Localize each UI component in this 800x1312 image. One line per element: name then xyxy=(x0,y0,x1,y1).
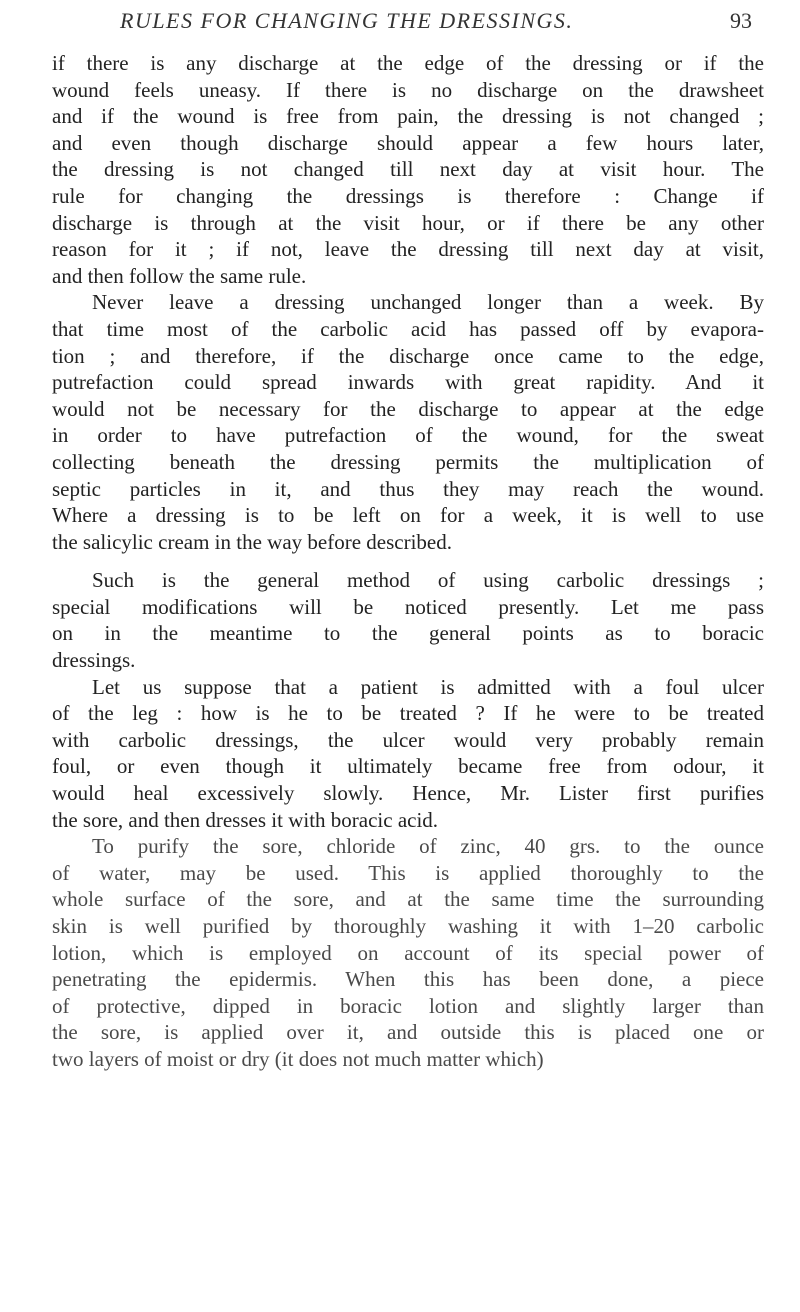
text-line: on in the meantime to the general points as to boracic xyxy=(52,621,764,646)
paragraph xyxy=(52,674,764,834)
paragraph xyxy=(52,567,764,673)
text-line: if there is any discharge at the edge of the dressing or if the xyxy=(52,51,764,75)
text-line: of water, may be used. This is applied thoroughly to the xyxy=(52,860,764,885)
running-head xyxy=(60,8,760,36)
text-line: penetrating the epidermis. When this has been done, a piece xyxy=(52,967,764,992)
text-line: and if the wound is free from pain, the dressing is not changed ; xyxy=(52,104,764,129)
paragraph-gap xyxy=(52,555,764,567)
text-line: septic particles in it, and thus they may reach the wound. xyxy=(52,476,764,501)
text-line: To purify the sore, chloride of zinc, 40 grs. to the ounce xyxy=(92,834,764,859)
text-line: the salicylic cream in the way before described. xyxy=(52,529,452,554)
text-line: and then follow the same rule. xyxy=(52,263,307,288)
text-line: special modifications will be noticed presently. Let me pass xyxy=(52,594,764,619)
text-line: putrefaction could spread inwards with great rapidity. And it xyxy=(52,370,764,395)
text-line: foul, or even though it ultimately became free from odour, it xyxy=(52,754,764,779)
body-text xyxy=(52,50,764,1073)
paragraph xyxy=(52,833,764,1072)
text-line: would heal excessively slowly. Hence, Mr. Lister first purifies xyxy=(52,781,764,806)
text-line: with carbolic dressings, the ulcer would very probably remain xyxy=(52,727,764,752)
text-line: in order to have putrefaction of the wound, for the sweat xyxy=(52,423,764,448)
text-line: two layers of moist or dry (it does not much matter which) xyxy=(52,1046,544,1071)
text-line: the dressing is not changed till next day at visit hour. The xyxy=(52,157,764,182)
text-line: wound feels uneasy. If there is no discharge on the drawsheet xyxy=(52,77,764,102)
text-line: lotion, which is employed on account of its special power of xyxy=(52,940,764,965)
text-line: the sore, is applied over it, and outside this is placed one or xyxy=(52,1020,764,1045)
text-line: Such is the general method of using carbolic dressings ; xyxy=(92,568,764,593)
text-line: whole surface of the sore, and at the same time the surrounding xyxy=(52,887,764,912)
text-line: would not be necessary for the discharge to appear at the edge xyxy=(52,396,764,421)
text-line: tion ; and therefore, if the discharge once came to the edge, xyxy=(52,343,764,368)
text-line: of the leg : how is he to be treated ? If he were to be treated xyxy=(52,701,764,726)
paragraph xyxy=(52,50,764,289)
text-line: of protective, dipped in boracic lotion and slightly larger than xyxy=(52,993,764,1018)
paragraph xyxy=(52,289,764,555)
page-number: 93 xyxy=(730,8,752,33)
text-line: Let us suppose that a patient is admitted with a foul ulcer xyxy=(92,674,764,699)
running-title: RULES FOR CHANGING THE DRESSINGS. xyxy=(120,8,574,33)
text-line: discharge is through at the visit hour, or if there be any other xyxy=(52,210,764,235)
text-line: rule for changing the dressings is therefore : Change if xyxy=(52,183,764,208)
text-line: dressings. xyxy=(52,648,136,673)
text-line: skin is well purified by thoroughly washing it with 1–20 carbolic xyxy=(52,914,764,938)
text-line: reason for it ; if not, leave the dressing till next day at visit, xyxy=(52,237,764,262)
text-line: the sore, and then dresses it with boracic acid. xyxy=(52,807,439,832)
text-line: that time most of the carbolic acid has passed off by evapora- xyxy=(52,316,764,341)
text-line: Never leave a dressing unchanged longer than a week. By xyxy=(92,290,764,315)
text-line: and even though discharge should appear a few hours later, xyxy=(52,130,764,155)
text-line: collecting beneath the dressing permits the multiplication of xyxy=(52,449,764,474)
text-line: Where a dressing is to be left on for a week, it is well to use xyxy=(52,503,764,528)
